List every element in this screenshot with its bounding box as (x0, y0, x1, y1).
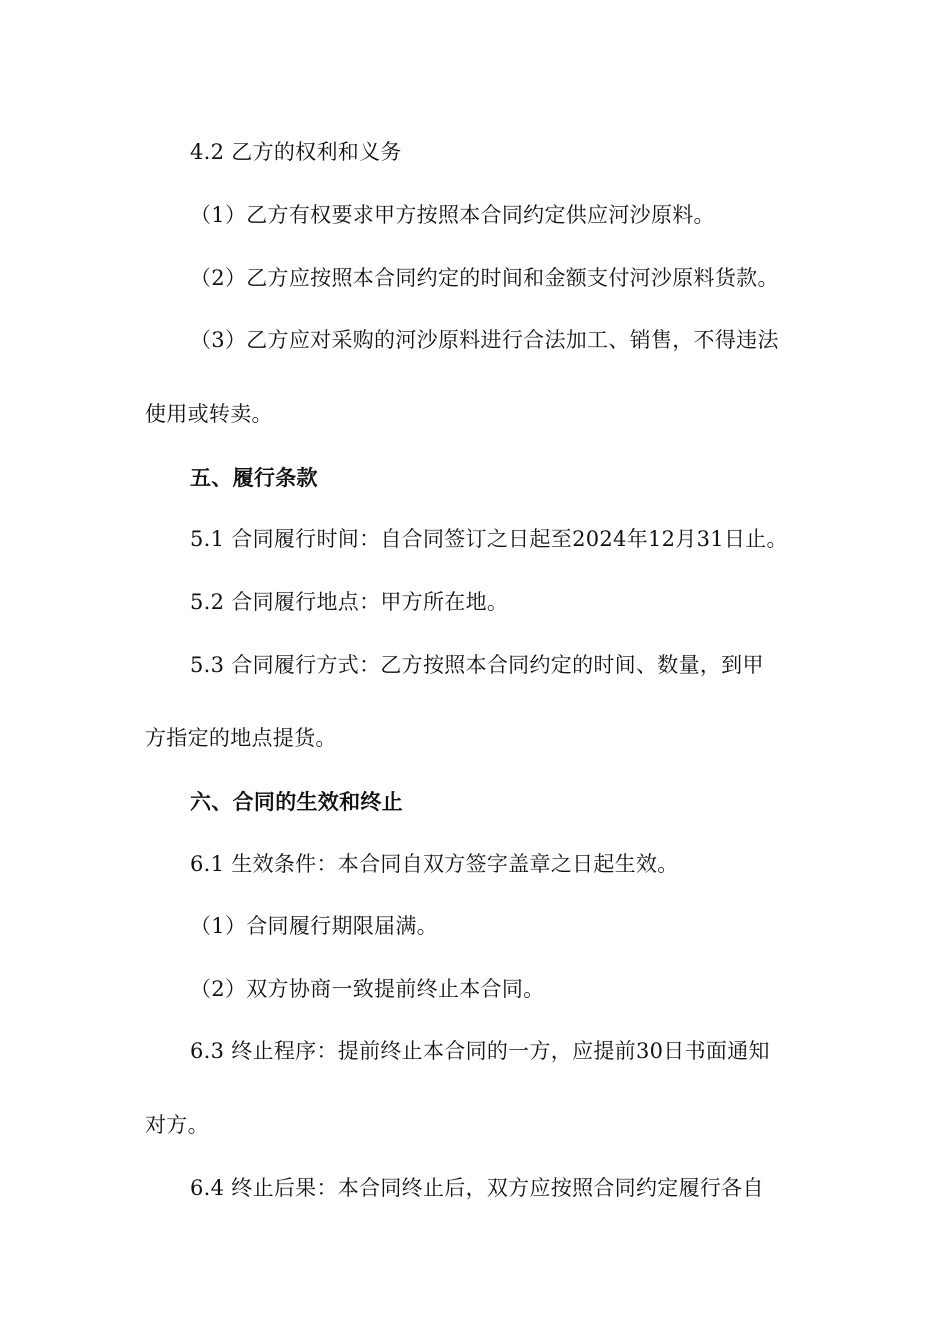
paragraph-line: （2）双方协商一致提前终止本合同。 (190, 977, 545, 1001)
section-heading-five: 五、履行条款 (190, 465, 318, 490)
paragraph-line: 6.1 生效条件：本合同自双方签字盖章之日起生效。 (190, 852, 679, 876)
paragraph-line: 方指定的地点提货。 (145, 726, 337, 750)
paragraph-line: 5.1 合同履行时间：自合同签订之日起至2024年12月31日止。 (190, 527, 788, 551)
paragraph-line: （2）乙方应按照本合同约定的时间和金额支付河沙原料货款。 (190, 266, 779, 290)
paragraph-line: 6.3 终止程序：提前终止本合同的一方，应提前30日书面通知 (190, 1039, 770, 1063)
section-heading-4-2: 4.2 乙方的权利和义务 (190, 140, 402, 164)
paragraph-line: （1）合同履行期限届满。 (190, 914, 438, 938)
paragraph-line: （1）乙方有权要求甲方按照本合同约定供应河沙原料。 (190, 203, 715, 227)
paragraph-line: 使用或转卖。 (145, 402, 273, 426)
paragraph-line: （3）乙方应对采购的河沙原料进行合法加工、销售，不得违法 (190, 328, 779, 352)
section-heading-six: 六、合同的生效和终止 (190, 789, 403, 814)
paragraph-line: 5.2 合同履行地点：甲方所在地。 (190, 590, 509, 614)
paragraph-line: 对方。 (145, 1113, 209, 1137)
paragraph-line: 6.4 终止后果：本合同终止后，双方应按照合同约定履行各自 (190, 1176, 764, 1200)
paragraph-line: 5.3 合同履行方式：乙方按照本合同约定的时间、数量，到甲 (190, 653, 764, 677)
